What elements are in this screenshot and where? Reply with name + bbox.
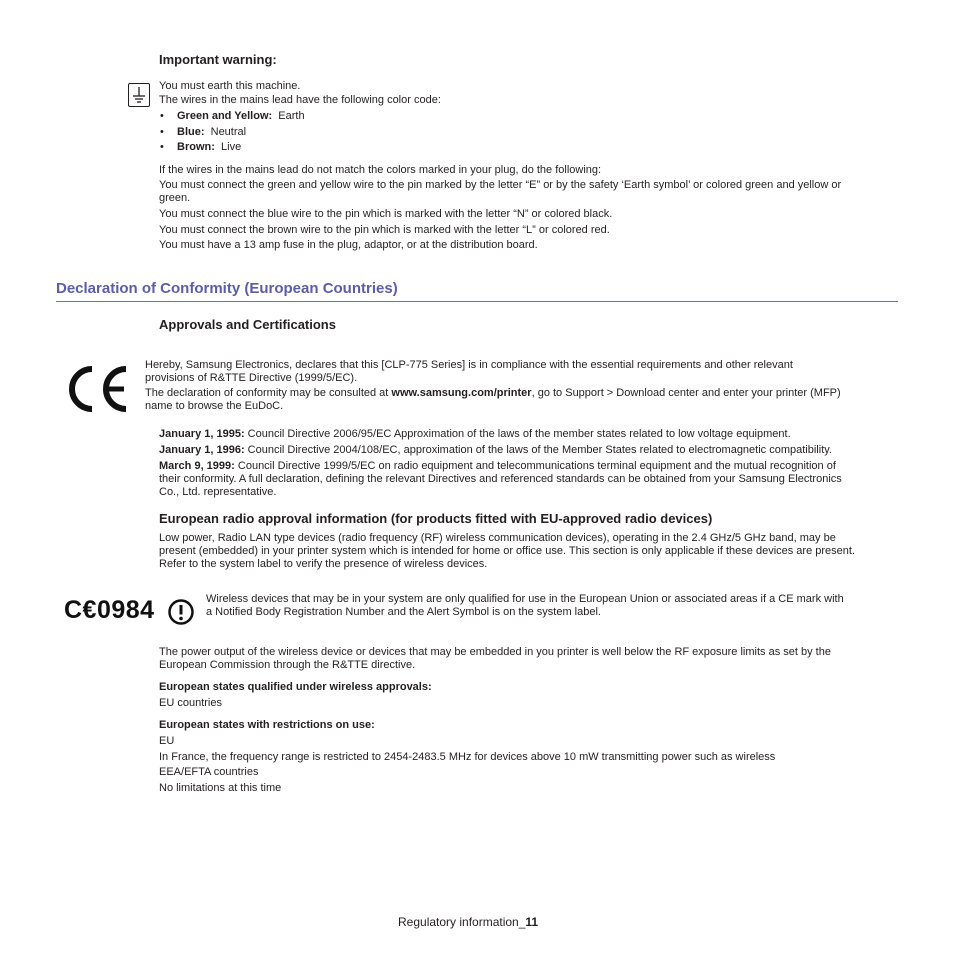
qualified-heading: European states qualified under wireless approvals: [159, 681, 432, 693]
bullet-dot: • [160, 110, 164, 122]
wireless-paragraph: a Notified Body Registration Number and the Alert Symbol is on the system label. [206, 606, 601, 618]
bullet-item [160, 110, 305, 123]
directive-item [159, 444, 832, 457]
directive-continued: Co., Ltd. representative. [159, 486, 277, 498]
directive-text: Council Directive 1999/5/EC on radio equipment and telecommunications terminal equipment and the mutual recognition of [234, 460, 836, 472]
warning-paragraph: You must connect the brown wire to the pin which is marked with the letter “L” or colored red. [159, 224, 610, 236]
warning-paragraph: You must connect the blue wire to the pin which is marked with the letter “N” or colored black. [159, 208, 613, 220]
ce-mark-icon [62, 364, 130, 414]
bullet-dot: • [160, 126, 164, 138]
warning-line-2: The wires in the mains lead have the following color code: [159, 94, 441, 106]
page-number: 11 [525, 915, 539, 929]
directive-date: January 1, 1996: [159, 444, 245, 456]
alert-icon [167, 598, 195, 626]
declaration-intro: provisions of R&TTE Directive (1999/5/EC). [145, 372, 358, 384]
bullet-dot: • [160, 141, 164, 153]
warning-paragraph: If the wires in the mains lead do not match the colors marked in your plug, do the following: [159, 164, 602, 176]
bullet-value: Earth [278, 110, 305, 122]
directive-item [159, 460, 836, 473]
restrictions-item: EEA/EFTA countries [159, 766, 259, 778]
intro-text: , go to Support > Download center and enter your printer (MFP) [531, 387, 841, 399]
earth-ground-icon [128, 83, 150, 107]
intro-text: The declaration of conformity may be consulted at [145, 387, 392, 399]
warning-paragraph: green. [159, 192, 191, 204]
bullet-value: Live [221, 141, 242, 153]
radio-paragraph: Low power, Radio LAN type devices (radio frequency (RF) wireless communication devices), operating in the 2.4 GHz/5 GHz band, may be [159, 532, 836, 544]
bullet-label: Blue: [177, 126, 205, 138]
radio-heading: European radio approval information (for products fitted with EU-approved radio devices) [159, 511, 713, 526]
warning-paragraph: You must have a 13 amp fuse in the plug, adaptor, or at the distribution board. [159, 239, 538, 251]
section-title: Declaration of Conformity (European Countries) [56, 280, 398, 297]
restrictions-item: EU [159, 735, 175, 747]
warning-heading: Important warning: [159, 52, 277, 67]
declaration-intro: Hereby, Samsung Electronics, declares that this [CLP-775 Series] is in compliance with the essential requirements and other relevant [145, 359, 793, 371]
restrictions-heading: European states with restrictions on use: [159, 719, 375, 731]
restrictions-item: In France, the frequency range is restricted to 2454-2483.5 MHz for devices above 10 mW transmitting power such as wireless [159, 751, 776, 763]
qualified-value: EU countries [159, 697, 222, 709]
section-divider [56, 301, 898, 302]
footer-label: Regulatory information_ [398, 915, 526, 929]
bullet-label: Brown: [177, 141, 215, 153]
bullet-item [160, 141, 242, 154]
samsung-printer-link[interactable]: www.samsung.com/printer [391, 387, 532, 399]
bullet-item [160, 126, 247, 139]
directive-text: Council Directive 2004/108/EC, approximation of the laws of the Member States related to electromagnetic compatibility. [244, 444, 832, 456]
power-paragraph: The power output of the wireless device or devices that may be embedded in you printer is well below the RF exposure limits as set by the [159, 646, 831, 658]
directive-text: Council Directive 2006/95/EC Approximation of the laws of the member states related to low voltage equipment. [244, 428, 791, 440]
bullet-label: Green and Yellow: [177, 110, 273, 122]
wireless-paragraph: Wireless devices that may be in your system are only qualified for use in the European Union or associated areas if a CE mark with [206, 593, 844, 605]
page-footer [398, 915, 538, 929]
approvals-heading: Approvals and Certifications [159, 317, 336, 332]
declaration-intro: name to browse the EuDoC. [145, 400, 284, 412]
directive-date: March 9, 1999: [159, 460, 235, 472]
radio-paragraph: present (embedded) in your printer system which is intended for home or office use. This section is only applicable if these devices are present. [159, 545, 856, 557]
restrictions-item: No limitations at this time [159, 782, 282, 794]
directive-continued: their conformity. A full declaration, defining the relevant Directives and referenced standards can be obtained from your Samsung Electronics [159, 473, 842, 485]
power-paragraph: European Commission through the R&TTE directive. [159, 659, 416, 671]
directive-date: January 1, 1995: [159, 428, 245, 440]
directive-item [159, 428, 791, 441]
warning-paragraph: You must connect the green and yellow wire to the pin marked by the letter “E” or by the safety ‘Earth symbol’ or colored green and yellow or [159, 179, 842, 191]
declaration-intro [145, 387, 841, 400]
ce0984-mark: C€0984 [64, 596, 155, 624]
warning-line-1: You must earth this machine. [159, 80, 301, 92]
radio-paragraph: Refer to the system label to verify the presence of wireless devices. [159, 558, 488, 570]
bullet-value: Neutral [210, 126, 247, 138]
